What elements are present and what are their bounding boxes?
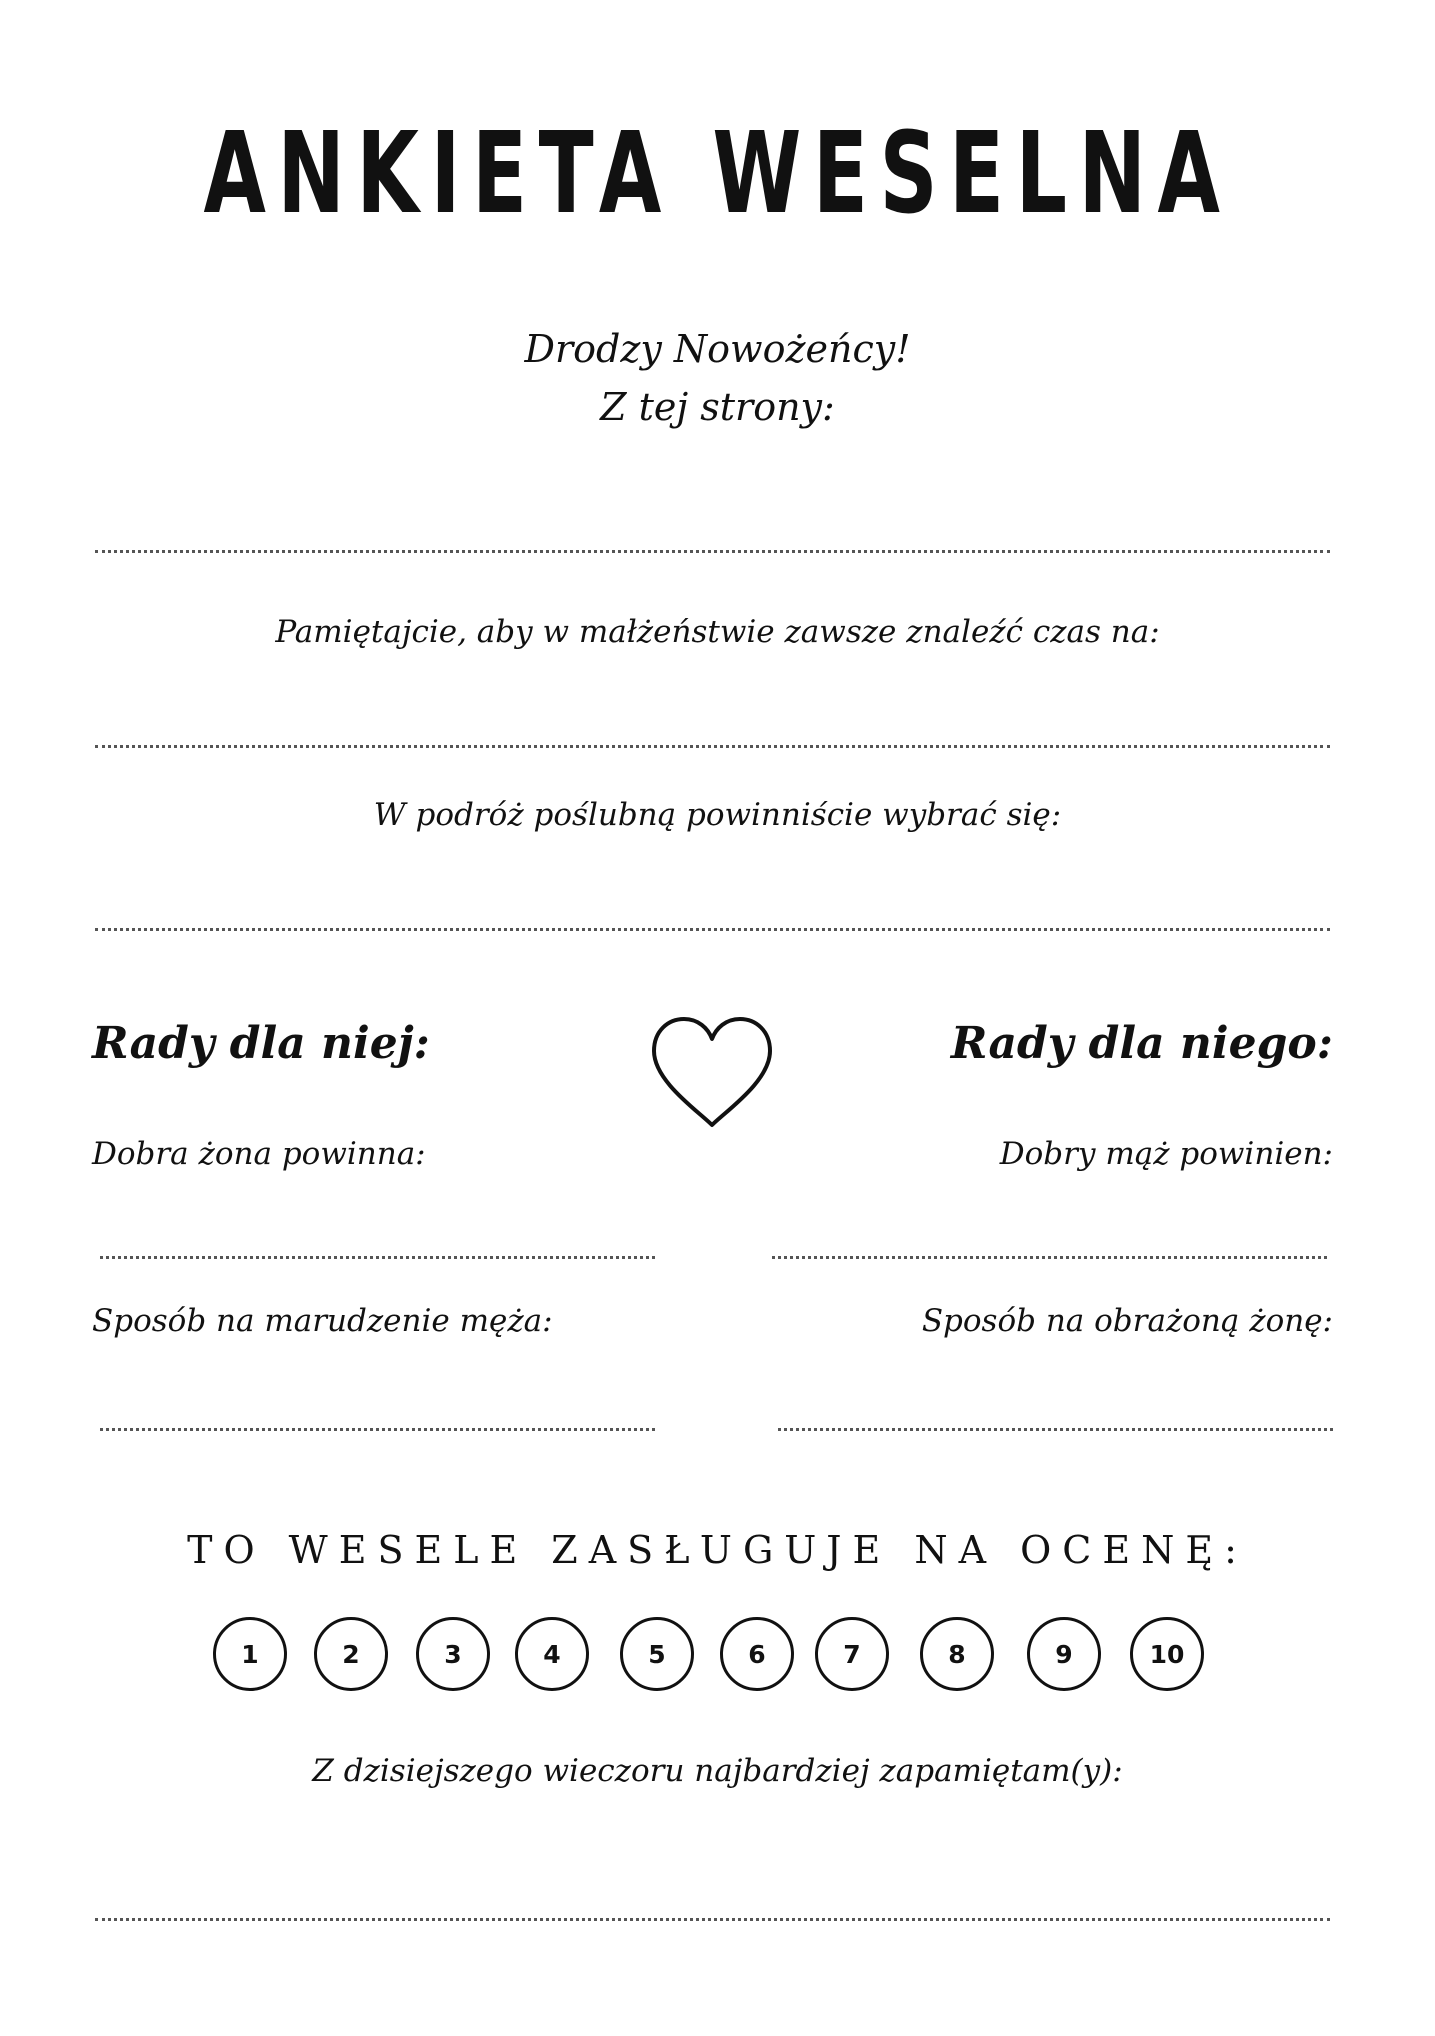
answer-line-memory[interactable] [95, 1918, 1330, 1921]
rating-option-4[interactable]: 4 [515, 1617, 589, 1691]
heart-icon [648, 1015, 776, 1129]
answer-line-honeymoon[interactable] [95, 928, 1330, 931]
answer-line-from[interactable] [95, 550, 1330, 553]
him-answer-line-1[interactable] [772, 1256, 1327, 1259]
him-question-1: Dobry mąż powinien: [999, 1136, 1333, 1172]
her-answer-line-1[interactable] [100, 1256, 655, 1259]
rating-option-5[interactable]: 5 [620, 1617, 694, 1691]
him-question-2: Sposób na obrażoną żonę: [921, 1303, 1333, 1339]
her-answer-line-2[interactable] [100, 1428, 655, 1431]
greeting-line-1: Drodzy Nowożeńcy! [524, 327, 911, 371]
her-question-2: Sposób na marudzenie męża: [92, 1303, 553, 1339]
rating-title: TO WESELE ZASŁUGUJE NA OCENĘ: [187, 1528, 1248, 1572]
rating-option-10[interactable]: 10 [1130, 1617, 1204, 1691]
rating-option-6[interactable]: 6 [720, 1617, 794, 1691]
rating-option-7[interactable]: 7 [815, 1617, 889, 1691]
question-time-for: Pamiętajcie, aby w małżeństwie zawsze znaleźć czas na: [275, 614, 1160, 650]
rating-option-2[interactable]: 2 [314, 1617, 388, 1691]
rating-option-1[interactable]: 1 [213, 1617, 287, 1691]
greeting-line-2: Z tej strony: [600, 385, 835, 429]
rating-option-3[interactable]: 3 [416, 1617, 490, 1691]
question-honeymoon: W podróż poślubną powinniście wybrać się: [373, 797, 1062, 833]
rating-option-8[interactable]: 8 [920, 1617, 994, 1691]
him-answer-line-2[interactable] [778, 1428, 1333, 1431]
her-question-1: Dobra żona powinna: [92, 1136, 426, 1172]
page-title: ANKIETA WESELNA [203, 109, 1232, 239]
rating-option-9[interactable]: 9 [1027, 1617, 1101, 1691]
greeting [0, 320, 1435, 436]
question-memory: Z dzisiejszego wieczoru najbardziej zapamiętam(y): [312, 1753, 1123, 1789]
him-heading: Rady dla niego: [950, 1018, 1333, 1069]
her-heading: Rady dla niej: [92, 1018, 430, 1069]
answer-line-time-for[interactable] [95, 745, 1330, 748]
